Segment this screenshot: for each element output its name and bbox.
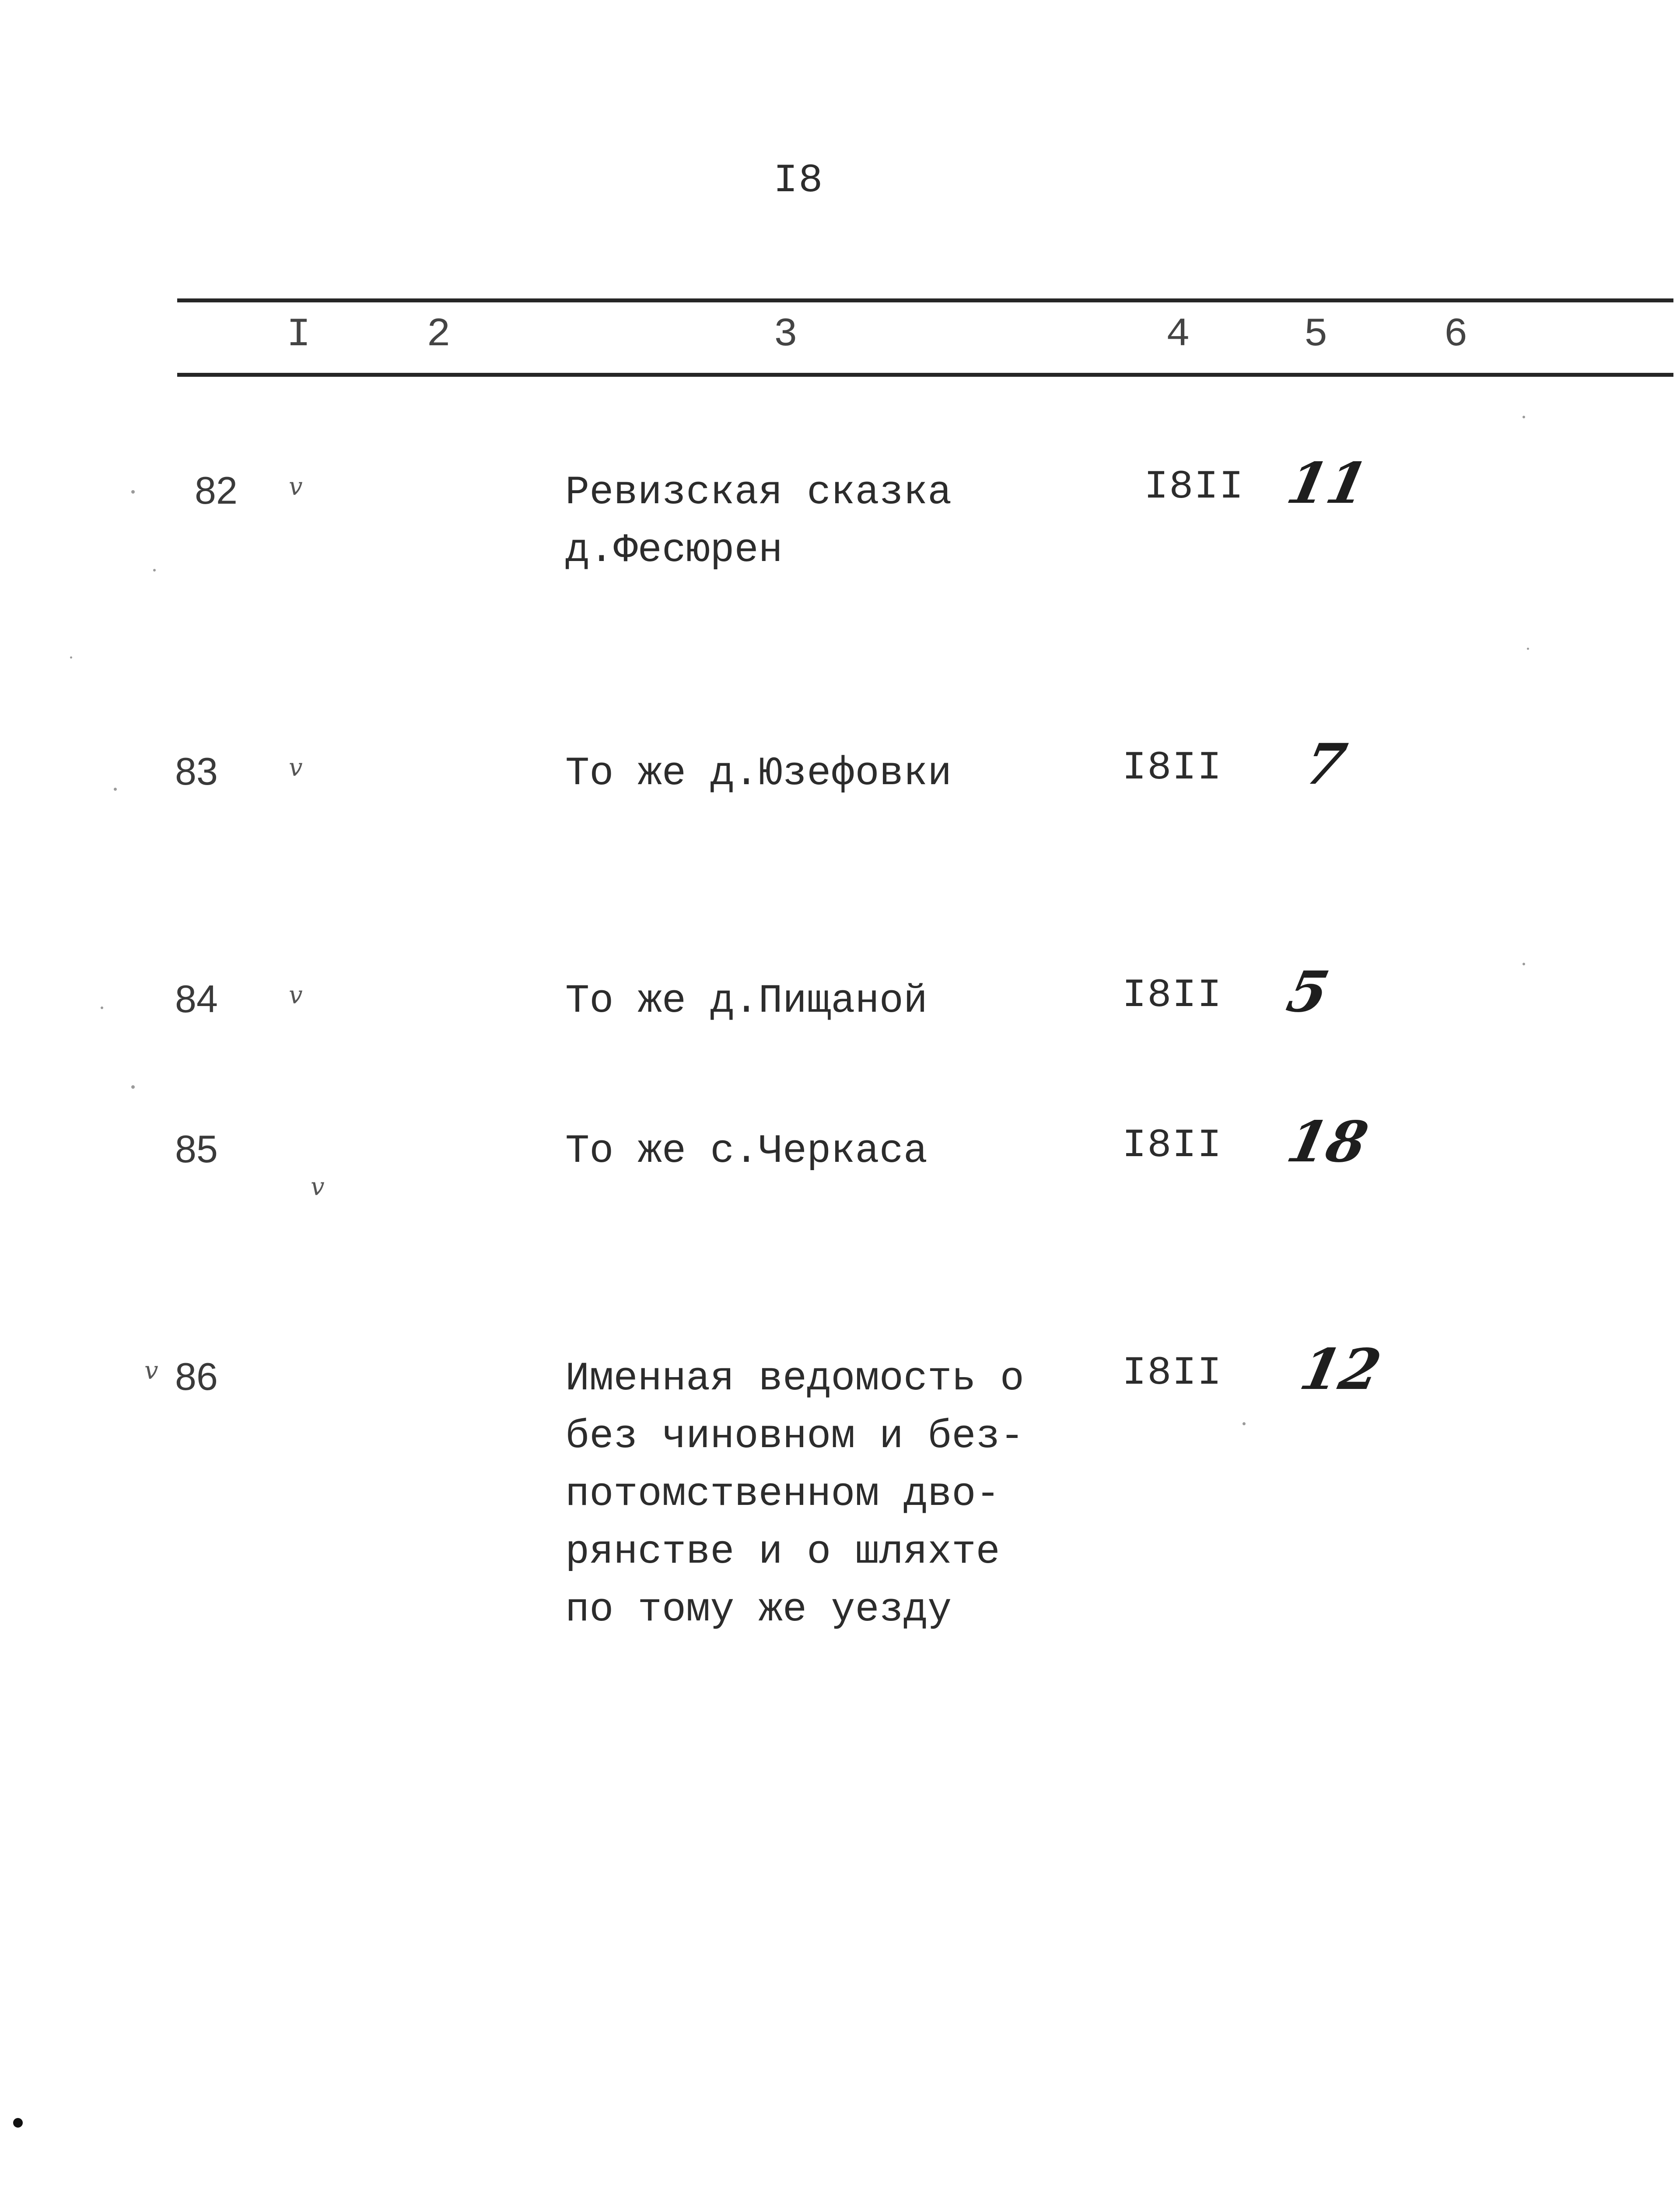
row-year: I8II (1122, 1350, 1222, 1396)
row-year: I8II (1144, 464, 1244, 510)
column-header-5: 5 (1304, 312, 1328, 358)
check-mark: v (289, 473, 303, 501)
check-mark: v (289, 981, 303, 1010)
column-header-1: I (287, 312, 311, 358)
row-number: 86 (175, 1355, 218, 1398)
row-sheet-count: 5 (1281, 959, 1335, 1025)
row-title: Ревизская сказка д.Фесюрен (565, 470, 952, 573)
check-mark: v (144, 1357, 158, 1385)
column-header-2: 2 (427, 312, 451, 358)
row-sheet-count: 11 (1281, 451, 1374, 516)
row-number: 84 (175, 977, 218, 1020)
row-title: То же д.Юзефовки (565, 750, 952, 796)
check-mark: v (311, 1173, 325, 1201)
column-header-4: 4 (1166, 312, 1190, 358)
row-title: Именная ведомость о без чиновном и без- потомственном дво- рянстве и о шляхте по тому же уезду (565, 1356, 1024, 1633)
page-number: I8 (774, 158, 824, 203)
check-mark: v (289, 754, 303, 782)
row-year: I8II (1122, 745, 1222, 791)
row-title: То же д.Пищаной (565, 978, 928, 1024)
header-rule-bottom (177, 373, 1673, 377)
row-year: I8II (1122, 972, 1222, 1018)
row-number: 85 (175, 1127, 218, 1171)
header-rule-top (177, 298, 1673, 302)
row-sheet-count: 18 (1281, 1109, 1374, 1175)
row-sheet-count: 7 (1299, 732, 1352, 797)
column-header-6: 6 (1444, 312, 1468, 358)
row-year: I8II (1122, 1122, 1222, 1168)
row-title: То же с.Черкаса (565, 1128, 928, 1174)
column-header-3: 3 (774, 312, 798, 358)
row-sheet-count: 12 (1295, 1337, 1387, 1403)
row-number: 82 (195, 469, 238, 512)
row-number: 83 (175, 750, 218, 793)
